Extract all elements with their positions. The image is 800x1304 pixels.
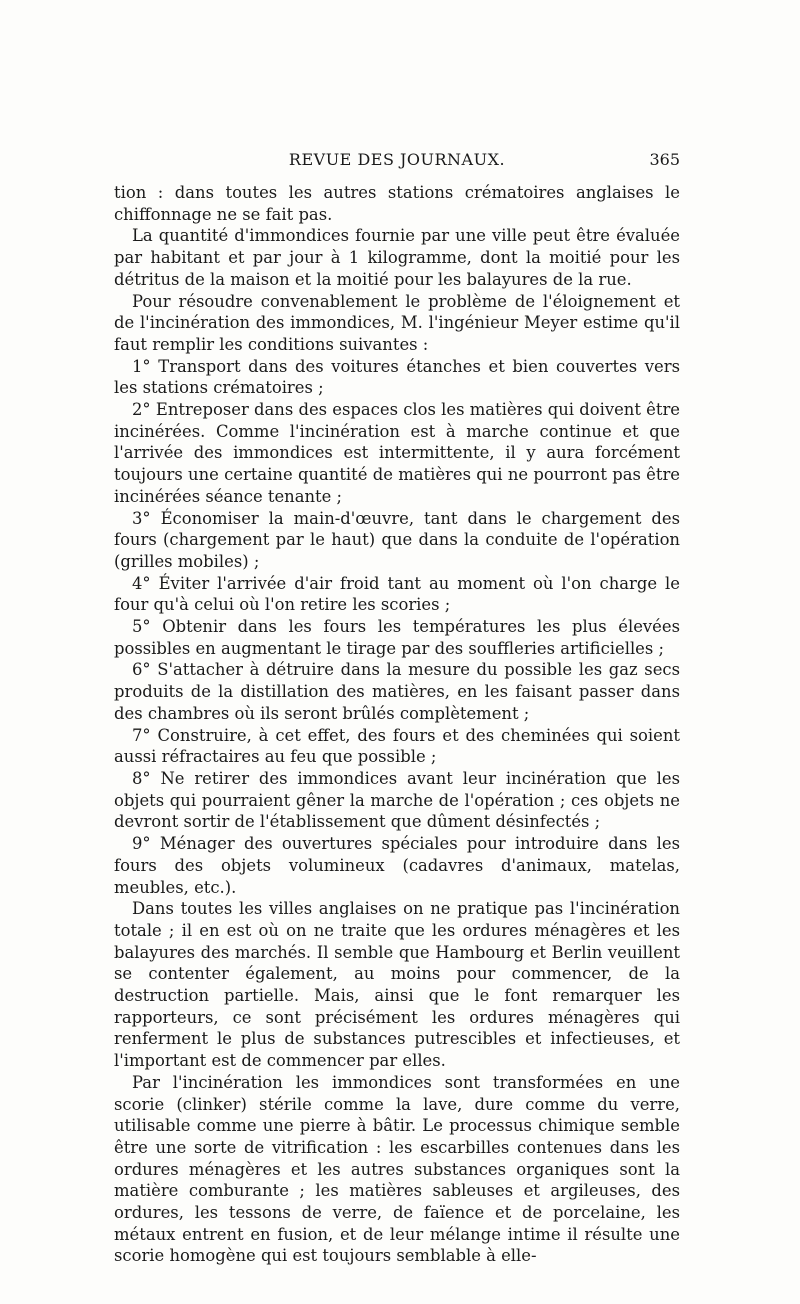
paragraph: Pour résoudre convenablement le problème de l'éloignement et de l'incinération des immondices, M. l'ingénieur Meyer estime qu'il faut remplir les conditions suivantes : <box>114 291 680 354</box>
list-item-condition-8: 8° Ne retirer des immondices avant leur incinération que les objets qui pourraient gêner la marche de l'opération ; ces objets ne devront sortir de l'établissement que dûment désinfectés ; <box>114 768 680 832</box>
page-header <box>114 150 680 176</box>
paragraph: Dans toutes les villes anglaises on ne pratique pas l'incinération totale ; il en est où on ne traite que les ordures ménagères et les balayures des marchés. Il semble que Hambourg et Berlin veuillent se contenter également, au moins pour commencer, de la destruction partielle. Mais, ainsi que le font remarquer les rapporteurs, ce sont précisément les ordures ménagères qui renferment le plus de substances putrescibles et infectieuses, et l'important est de commencer par elles. <box>114 899 680 1071</box>
list-item-condition-6: 6° S'attacher à détruire dans la mesure du possible les gaz secs produits de la distillation des matières, en les faisant passer dans des chambres où ils seront brûlés complètement ; <box>114 660 680 723</box>
list-item-condition-9: 9° Ménager des ouvertures spéciales pour introduire dans les fours des objets volumineux (cadavres d'animaux, matelas, meubles, etc.). <box>114 834 680 897</box>
article-body <box>114 182 680 1267</box>
page-number: 365 <box>649 150 680 169</box>
list-item-condition-4: 4° Éviter l'arrivée d'air froid tant au moment où l'on charge le four qu'à celui où l'on retire les scories ; <box>114 573 680 615</box>
list-item-condition-3: 3° Économiser la main-d'œuvre, tant dans le chargement des fours (chargement par le haut) que dans la conduite de l'opération (grilles mobiles) ; <box>114 508 680 571</box>
paragraph: tion : dans toutes les autres stations crématoires anglaises le chiffonnage ne se fait pas. <box>114 183 680 224</box>
list-item-condition-2: 2° Entreposer dans des espaces clos les matières qui doivent être incinérées. Comme l'incinération est à marche continue et que l'arrivée des immondices est intermittente, il y aura forcément toujours une certaine quantité de matières qui ne pourront pas être incinérées séance tenante ; <box>114 400 680 506</box>
list-item-condition-5: 5° Obtenir dans les fours les températures les plus élevées possibles en augmentant le tirage par des souffleries artificielles ; <box>114 617 680 658</box>
running-title: REVUE DES JOURNAUX. <box>288 150 506 169</box>
paragraph: La quantité d'immondices fournie par une ville peut être évaluée par habitant et par jour à 1 kilogramme, dont la moitié pour les détritus de la maison et la moitié pour les balayures de la rue. <box>114 226 680 289</box>
list-item-condition-7: 7° Construire, à cet effet, des fours et des cheminées qui soient aussi réfractaires au feu que possible ; <box>114 725 680 767</box>
paragraph: Par l'incinération les immondices sont transformées en une scorie (clinker) stérile comme la lave, dure comme du verre, utilisable comme une pierre à bâtir. Le processus chimique semble être une sorte de vitrification : les escarbilles contenues dans les ordures ménagères et les autres substances organiques sont la matière comburante ; les matières sableuses et argileuses, des ordures, les tessons de verre, de faïence et de porcelaine, les métaux entrent en fusion, et de leur mélange intime il résulte une scorie homogène qui est toujours semblable à elle- <box>114 1072 680 1266</box>
list-item-condition-1: 1° Transport dans des voitures étanches et bien couvertes vers les stations crématoires ; <box>114 356 680 398</box>
